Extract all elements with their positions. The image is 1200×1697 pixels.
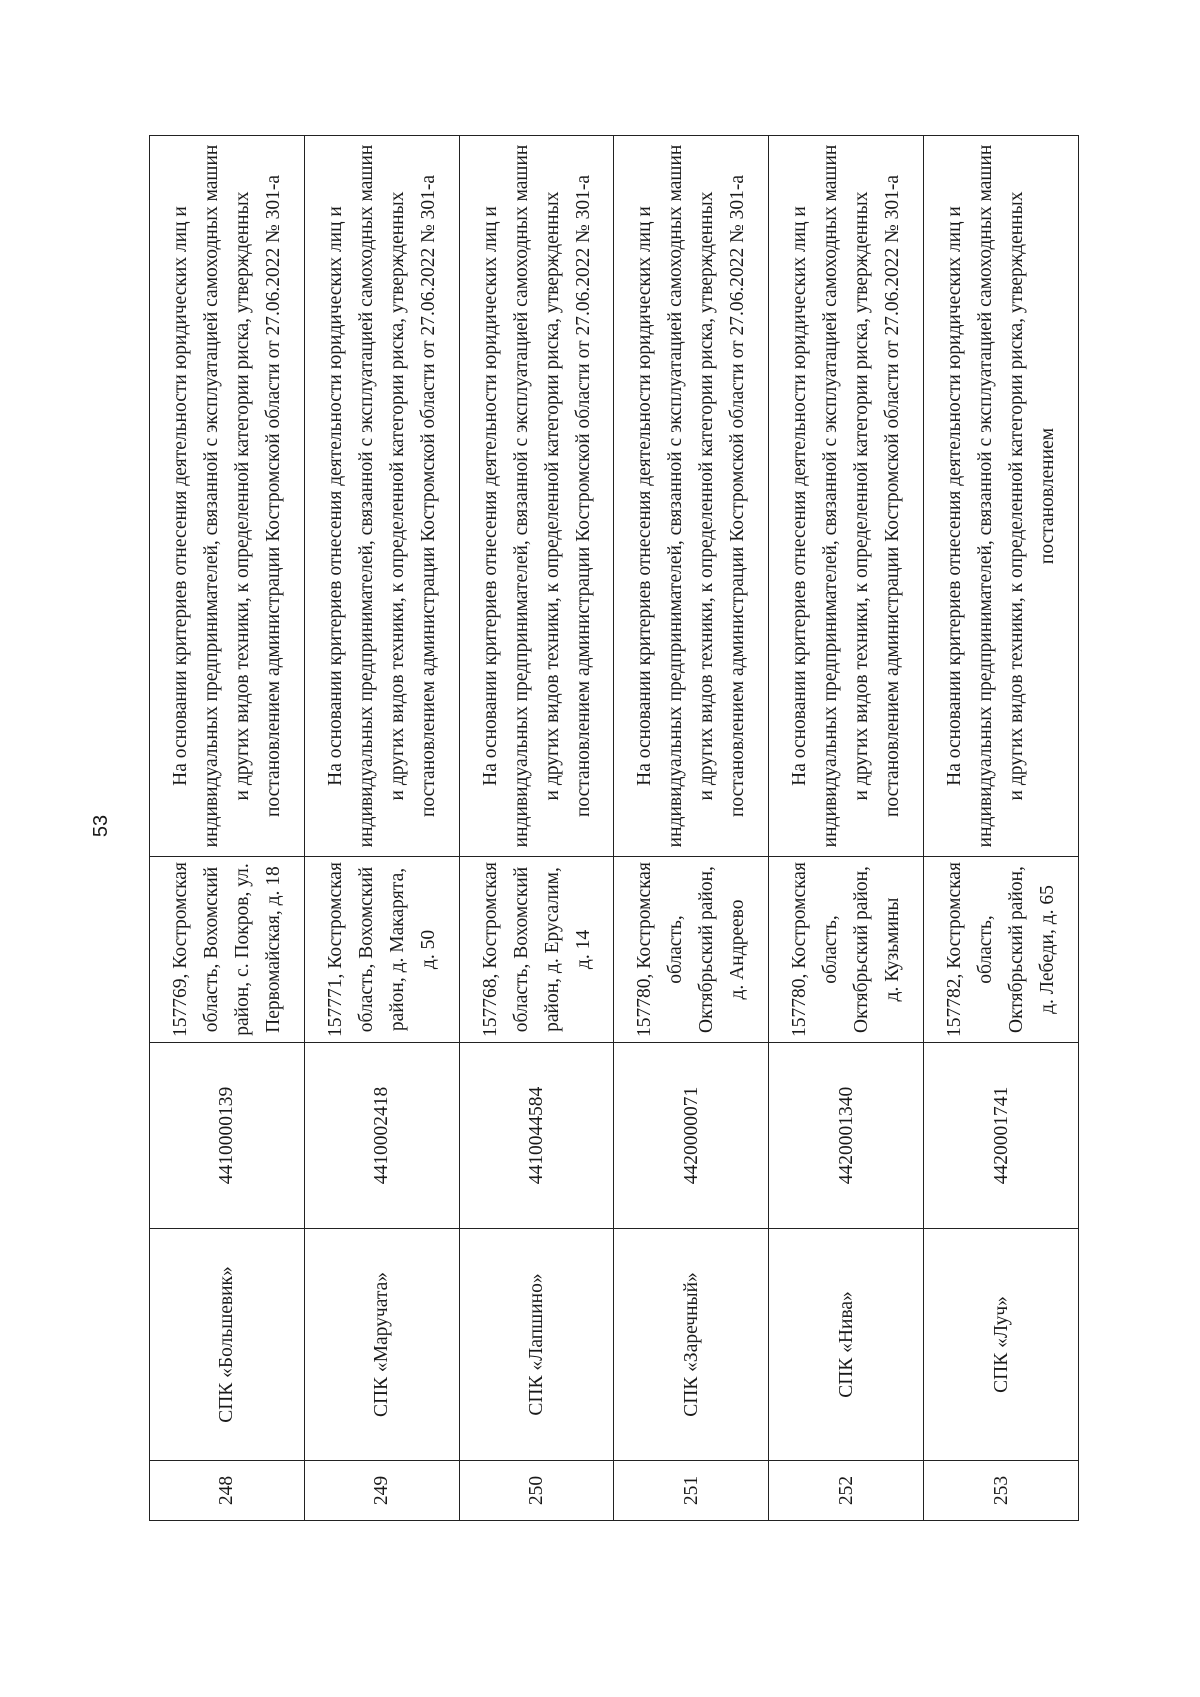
org-basis: На основании критериев отнесения деятельности юридических лиц и индивидуальных предпринимателей, связанной с эксплуатацией самоходных машин и других видов техники, к определенной категории риска, утвержденных постановлением: [924, 136, 1079, 857]
org-inn: 4410044584: [459, 1043, 614, 1229]
org-basis: На основании критериев отнесения деятельности юридических лиц и индивидуальных предпринимателей, связанной с эксплуатацией самоходных машин и других видов техники, к определенной категории риска, утвержденных постановлением администрации Костромской области от 27.06.2022 № 301-а: [614, 136, 769, 857]
org-inn: 4410002418: [304, 1043, 459, 1229]
org-name: СПК «Заречный»: [614, 1229, 769, 1461]
table-row: [304, 136, 459, 1521]
org-inn: 4420001340: [769, 1043, 924, 1229]
table-row: [769, 136, 924, 1521]
table-row: [614, 136, 769, 1521]
row-number: 253: [924, 1461, 1079, 1521]
row-number: 249: [304, 1461, 459, 1521]
row-number: 250: [459, 1461, 614, 1521]
org-name: СПК «Лапшино»: [459, 1229, 614, 1461]
row-number: 251: [614, 1461, 769, 1521]
org-address: 157768, Костромская область, Вохомский район, д. Ерусалим, д. 14: [459, 857, 614, 1043]
row-number: 248: [150, 1461, 305, 1521]
table-row: [150, 136, 305, 1521]
org-address: 157771, Костромская область, Вохомский район, д. Макарята, д. 50: [304, 857, 459, 1043]
org-basis: На основании критериев отнесения деятельности юридических лиц и индивидуальных предпринимателей, связанной с эксплуатацией самоходных машин и других видов техники, к определенной категории риска, утвержденных постановлением администрации Костромской области от 27.06.2022 № 301-а: [304, 136, 459, 857]
registry-table: [149, 135, 1079, 1521]
page-number: 53: [90, 814, 112, 838]
org-inn: 4420000071: [614, 1043, 769, 1229]
org-address: 157782, Костромская область, Октябрьский район, д. Лебеди, д. 65: [924, 857, 1079, 1043]
org-basis: На основании критериев отнесения деятельности юридических лиц и индивидуальных предпринимателей, связанной с эксплуатацией самоходных машин и других видов техники, к определенной категории риска, утвержденных постановлением администрации Костромской области от 27.06.2022 № 301-а: [150, 136, 305, 857]
org-address: 157769, Костромская область, Вохомский район, с. Покров, ул. Первомайская, д. 18: [150, 857, 305, 1043]
org-address: 157780, Костромская область, Октябрьский район, д. Андреево: [614, 857, 769, 1043]
registry-table-container: [149, 136, 1079, 1521]
org-name: СПК «Маручата»: [304, 1229, 459, 1461]
org-inn: 4420001741: [924, 1043, 1079, 1229]
table-row: [924, 136, 1079, 1521]
row-number: 252: [769, 1461, 924, 1521]
org-basis: На основании критериев отнесения деятельности юридических лиц и индивидуальных предпринимателей, связанной с эксплуатацией самоходных машин и других видов техники, к определенной категории риска, утвержденных постановлением администрации Костромской области от 27.06.2022 № 301-а: [459, 136, 614, 857]
org-name: СПК «Луч»: [924, 1229, 1079, 1461]
registry-table-rotated: [149, 136, 1079, 1521]
org-address: 157780, Костромская область, Октябрьский район, д. Кузьмины: [769, 857, 924, 1043]
org-inn: 4410000139: [150, 1043, 305, 1229]
org-name: СПК «Нива»: [769, 1229, 924, 1461]
org-name: СПК «Большевик»: [150, 1229, 305, 1461]
org-basis: На основании критериев отнесения деятельности юридических лиц и индивидуальных предпринимателей, связанной с эксплуатацией самоходных машин и других видов техники, к определенной категории риска, утвержденных постановлением администрации Костромской области от 27.06.2022 № 301-а: [769, 136, 924, 857]
table-row: [459, 136, 614, 1521]
